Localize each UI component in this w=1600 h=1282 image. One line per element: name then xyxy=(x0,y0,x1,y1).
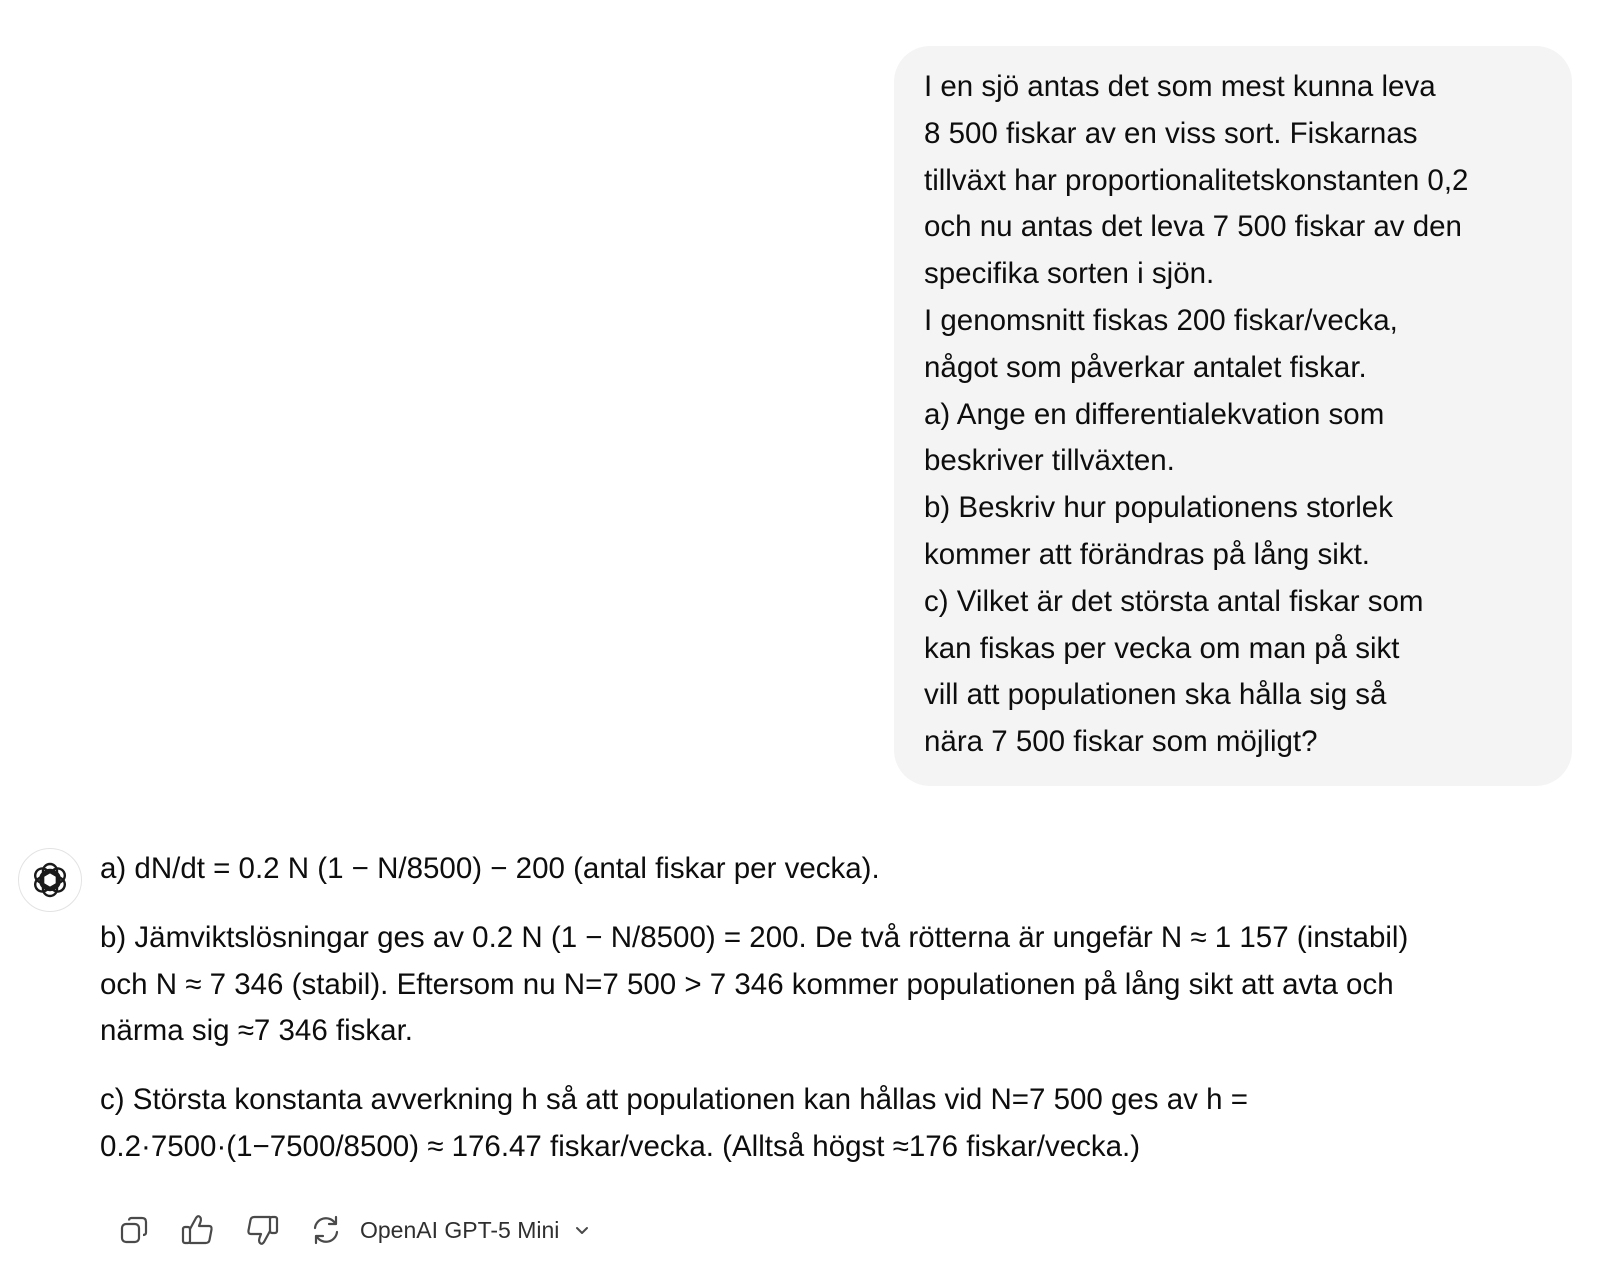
user-message-line: a) Ange en differentialekvation som xyxy=(924,397,1385,431)
user-message-line: tillväxt har proportionalitetskonstanten 0,2 xyxy=(924,163,1469,197)
user-message-line: c) Vilket är det största antal fiskar som xyxy=(924,584,1424,618)
user-message-line: och nu antas det leva 7 500 fiskar av den xyxy=(924,210,1462,244)
user-message-line: beskriver tillväxten. xyxy=(924,444,1175,478)
copy-icon xyxy=(118,1214,150,1246)
answer-paragraph-c xyxy=(100,1077,1586,1171)
user-message-line: något som påverkar antalet fiskar. xyxy=(924,350,1367,384)
thumbs-down-icon xyxy=(244,1212,280,1248)
openai-logo-icon xyxy=(30,860,70,900)
thumbs-up-button[interactable] xyxy=(174,1206,222,1254)
user-message-line: I en sjö antas det som mest kunna leva xyxy=(924,70,1436,103)
user-message-line: specifika sorten i sjön. xyxy=(924,257,1215,291)
chevron-down-icon xyxy=(573,1221,591,1239)
answer-paragraph-a xyxy=(100,846,1586,893)
thumbs-down-button[interactable] xyxy=(238,1206,286,1254)
answer-line: närma sig ≈7 346 fiskar. xyxy=(100,1014,413,1048)
assistant-avatar xyxy=(18,848,82,912)
user-message-line: I genomsnitt fiskas 200 fiskar/vecka, xyxy=(924,303,1398,337)
regenerate-icon xyxy=(308,1212,344,1248)
user-message-line: kan fiskas per vecka om man på sikt xyxy=(924,631,1400,665)
user-message-line: kommer att förändras på lång sikt. xyxy=(924,537,1370,571)
assistant-answer xyxy=(100,846,1586,1193)
user-message-line: 8 500 fiskar av en viss sort. Fiskarnas xyxy=(924,116,1418,150)
thumbs-up-icon xyxy=(180,1212,216,1248)
regenerate-button[interactable] xyxy=(302,1206,350,1254)
answer-paragraph-b xyxy=(100,915,1586,1055)
copy-button[interactable] xyxy=(110,1206,158,1254)
model-selector-button[interactable] xyxy=(360,1206,591,1254)
answer-line: och N ≈ 7 346 (stabil). Eftersom nu N=7 500 > 7 346 kommer populationen på lång sikt att avta och xyxy=(100,967,1394,1001)
answer-line: a) dN/dt = 0.2 N (1 − N/8500) − 200 (antal fiskar per vecka). xyxy=(100,852,880,885)
user-message-line: vill att populationen ska hålla sig så xyxy=(924,678,1387,712)
answer-line: 0.2·7500·(1−7500/8500) ≈ 176.47 fiskar/vecka. (Alltså högst ≈176 fiskar/vecka.) xyxy=(100,1129,1141,1163)
user-message-line: b) Beskriv hur populationens storlek xyxy=(924,491,1393,525)
user-message-line: nära 7 500 fiskar som möjligt? xyxy=(924,725,1318,759)
answer-line: b) Jämviktslösningar ges av 0.2 N (1 − N/8500) = 200. De två rötterna är ungefär N ≈ 1 157 (instabil) xyxy=(100,920,1409,954)
user-message-bubble xyxy=(894,46,1572,786)
message-actions-toolbar xyxy=(110,1206,591,1254)
model-selector-label: OpenAI GPT-5 Mini xyxy=(360,1216,560,1243)
answer-line: c) Största konstanta avverkning h så att populationen kan hållas vid N=7 500 ges av h = xyxy=(100,1083,1248,1117)
